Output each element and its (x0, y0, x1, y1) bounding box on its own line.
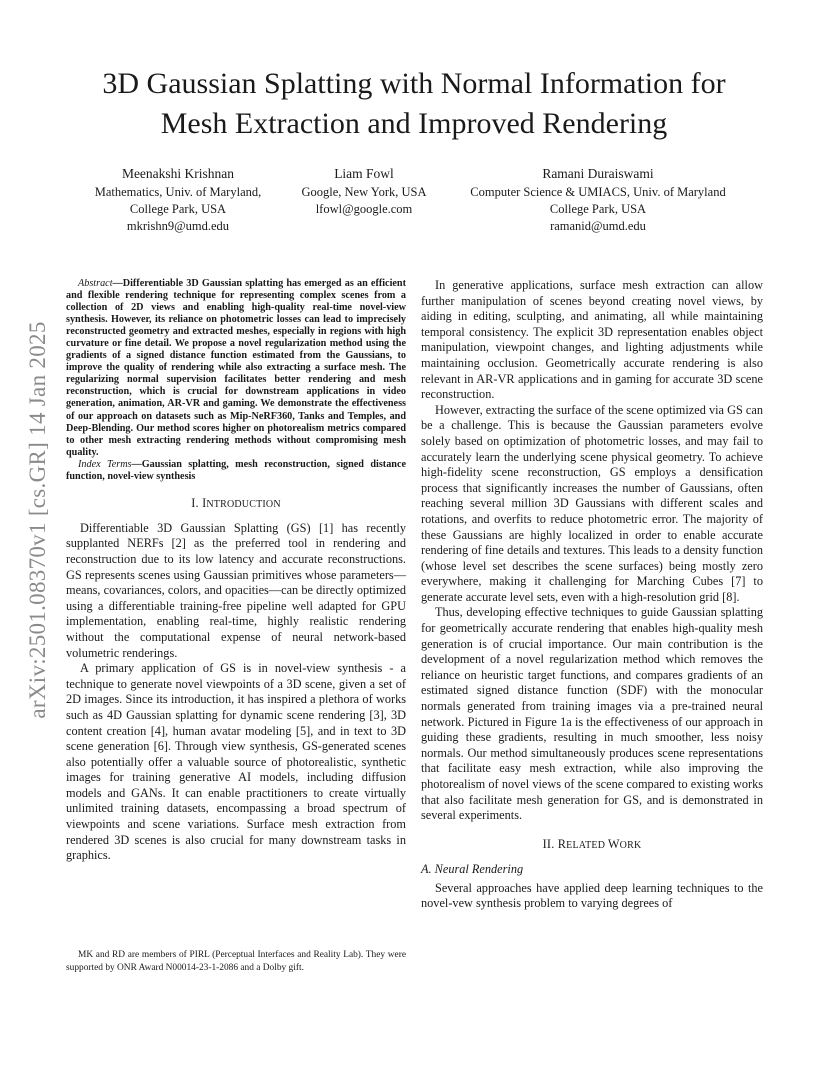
right-column (421, 278, 763, 912)
right-paragraph-1: In generative applications, surface mesh extraction can allow further manipulation of scenes beyond creating novel views, by aiding in editing, sculpting, and animating, all while maintaining temporal consistency. The explicit 3D representation enables object manipulation, viewpoint changes, and lighting adjustments while maintaining occlusion. Geometrically accurate rendering is also relevant in AR-VR applications and in gaming for accurate 3D scene reconstruction. (421, 278, 763, 402)
subsection-heading-neural-rendering: A. Neural Rendering (421, 861, 524, 876)
arxiv-identifier-stamp: arXiv:2501.08370v1 [cs.GR] 14 Jan 2025 (25, 321, 50, 719)
section-heading-introduction: I. INTRODUCTION (191, 495, 281, 510)
section-heading-related-work: II. RELATED WORK (542, 836, 642, 851)
author-email: mkrishn9@umd.edu (126, 219, 230, 233)
author-email: ramanid@umd.edu (550, 219, 646, 233)
author-affiliation: Mathematics, Univ. of Maryland, (94, 185, 262, 199)
abstract-text: —Differentiable 3D Gaussian splatting has emerged as an efficient and flexible rendering technique for representing complex scenes from a collection of 2D views and enabling high-quality real-time novel-view synthesis. However, its reliance on photometric losses can lead to imprecisely reconstructed geometry and extracted meshes, especially in regions with high curvature or fine detail. We propose a novel regularization method using the gradients of a signed distance function estimated from the Gaussians, to improve the quality of rendering while also extracting a surface mesh. The regularizing normal supervision facilitates better rendering and mesh reconstruction, which is crucial for downstream applications in video generation, animation, AR-VR and gaming. We demonstrate the effectiveness of our approach on datasets such as Mip-NeRF360, Tanks and Temples, and Deep-Blending. Our method scores higher on photorealism metrics compared to other mesh extracting rendering methods without compromising mesh quality. (66, 278, 406, 458)
neural-rendering-paragraph-1: Several approaches have applied deep learning techniques to the novel-vew synthesis problem to varying degrees of (421, 880, 763, 911)
author-block (0, 164, 828, 234)
right-paragraph-2: However, extracting the surface of the scene optimized via GS can be a challenge. This is because the Gaussian parameters evolve solely based on optimization of photometric losses, and may fail to accurately learn the underlying scene physical geometry. To achieve high-fidelity scene reconstruction, GS employs a densification process that significantly increases the number of Gaussians, often reaching several million 3D Gaussians with different scales and rotations, and overfits to reduce photometric error. The majority of these Gaussians are highly localized in order to enable accurate rendering of fine details and textures. This leads to a density function (whose level set describes the scene surfaces) being mostly zero everywhere, making it challenging for Marching Cubes [7] to generate accurate level sets, even with a high-resolution grid [8]. (421, 402, 763, 604)
author-3 (448, 164, 748, 235)
author-name: Meenakshi Krishnan (121, 166, 235, 181)
footnote-text: MK and RD are members of PIRL (Perceptual Interfaces and Reality Lab). They were supported by ONR Award N00014-23-1-2086 and a Dolby gift. (66, 950, 406, 973)
author-email: lfowl@google.com (315, 202, 413, 216)
author-name: Liam Fowl (334, 166, 394, 181)
right-paragraph-3: Thus, developing effective techniques to guide Gaussian splatting for geometrically accurate rendering that enables high-quality mesh generation is of crucial importance. Our main contribution is the development of a novel regularization method which removes the reliance on heuristic target functions, and compares gradients of an estimated signed distance function (SDF) with the monocular normals generated from training images via a pre-trained neural network. Pictured in Figure 1a is the effectiveness of our approach in guiding these gradients, resulting in much smoother, less noisy normals. Our method simultaneously produces scene representations that facilitate easy mesh extraction, while also improving the photorealism of novel views of the scene compared to existing works that also facilitate mesh generation for GS, and is demonstrated in several experiments. (421, 605, 763, 823)
abstract-label: Abstract (78, 278, 113, 289)
intro-paragraph-2: A primary application of GS is in novel-view synthesis - a technique to generate novel viewpoints of a 3D scene, given a set of 2D images. Since its introduction, it has inspired a plethora of works such as 4D Gaussian splatting for dynamic scene rendering [3], 3D content creation [4], human avatar modeling [5], and in text to 3D scene generation [6]. Through view synthesis, GS-generated scenes also potentially offer a valuable source of photorealistic, synthetic images for training generative AI models, including diffusion models and GANs. It can enable practitioners to create virtually unlimited training datasets, encompassing a broad spectrum of viewpoints and scene variations. Surface mesh extraction from rendered 3D scenes is also crucial for many downstream tasks in graphics. (66, 661, 406, 863)
abstract (66, 278, 406, 459)
title-line-2: Mesh Extraction and Improved Rendering (160, 107, 668, 140)
index-terms (66, 459, 406, 483)
left-column (66, 278, 406, 864)
author-2 (289, 164, 439, 218)
author-affiliation: Computer Science & UMIACS, Univ. of Maryland (470, 185, 726, 199)
footnote (66, 949, 406, 974)
author-affiliation: College Park, USA (129, 202, 227, 216)
paper-title (40, 64, 788, 144)
intro-paragraph-1: Differentiable 3D Gaussian Splatting (GS) [1] has recently supplanted NERFs [2] as the preferred tool in rendering and reconstruction due to its low latency and accurate reconstructions. GS represents scenes using Gaussian primitives whose parameters—means, covariances, colors, and opacities—can be directly optimized using a differentiable training-free pipeline well adapted for GPU implementation, enabling real-time, highly realistic rendering without the computational expense of neural network-based volumetric renderings. (66, 520, 406, 660)
title-line-1: 3D Gaussian Splatting with Normal Information for (102, 67, 726, 100)
author-1 (73, 164, 283, 235)
index-terms-text: —Gaussian splatting, mesh reconstruction, signed distance function, novel-view synthesis (66, 458, 406, 482)
index-terms-label: Index Terms (78, 458, 132, 470)
author-affiliation: College Park, USA (549, 202, 647, 216)
author-name: Ramani Duraiswami (542, 166, 654, 181)
author-affiliation: Google, New York, USA (301, 185, 427, 199)
